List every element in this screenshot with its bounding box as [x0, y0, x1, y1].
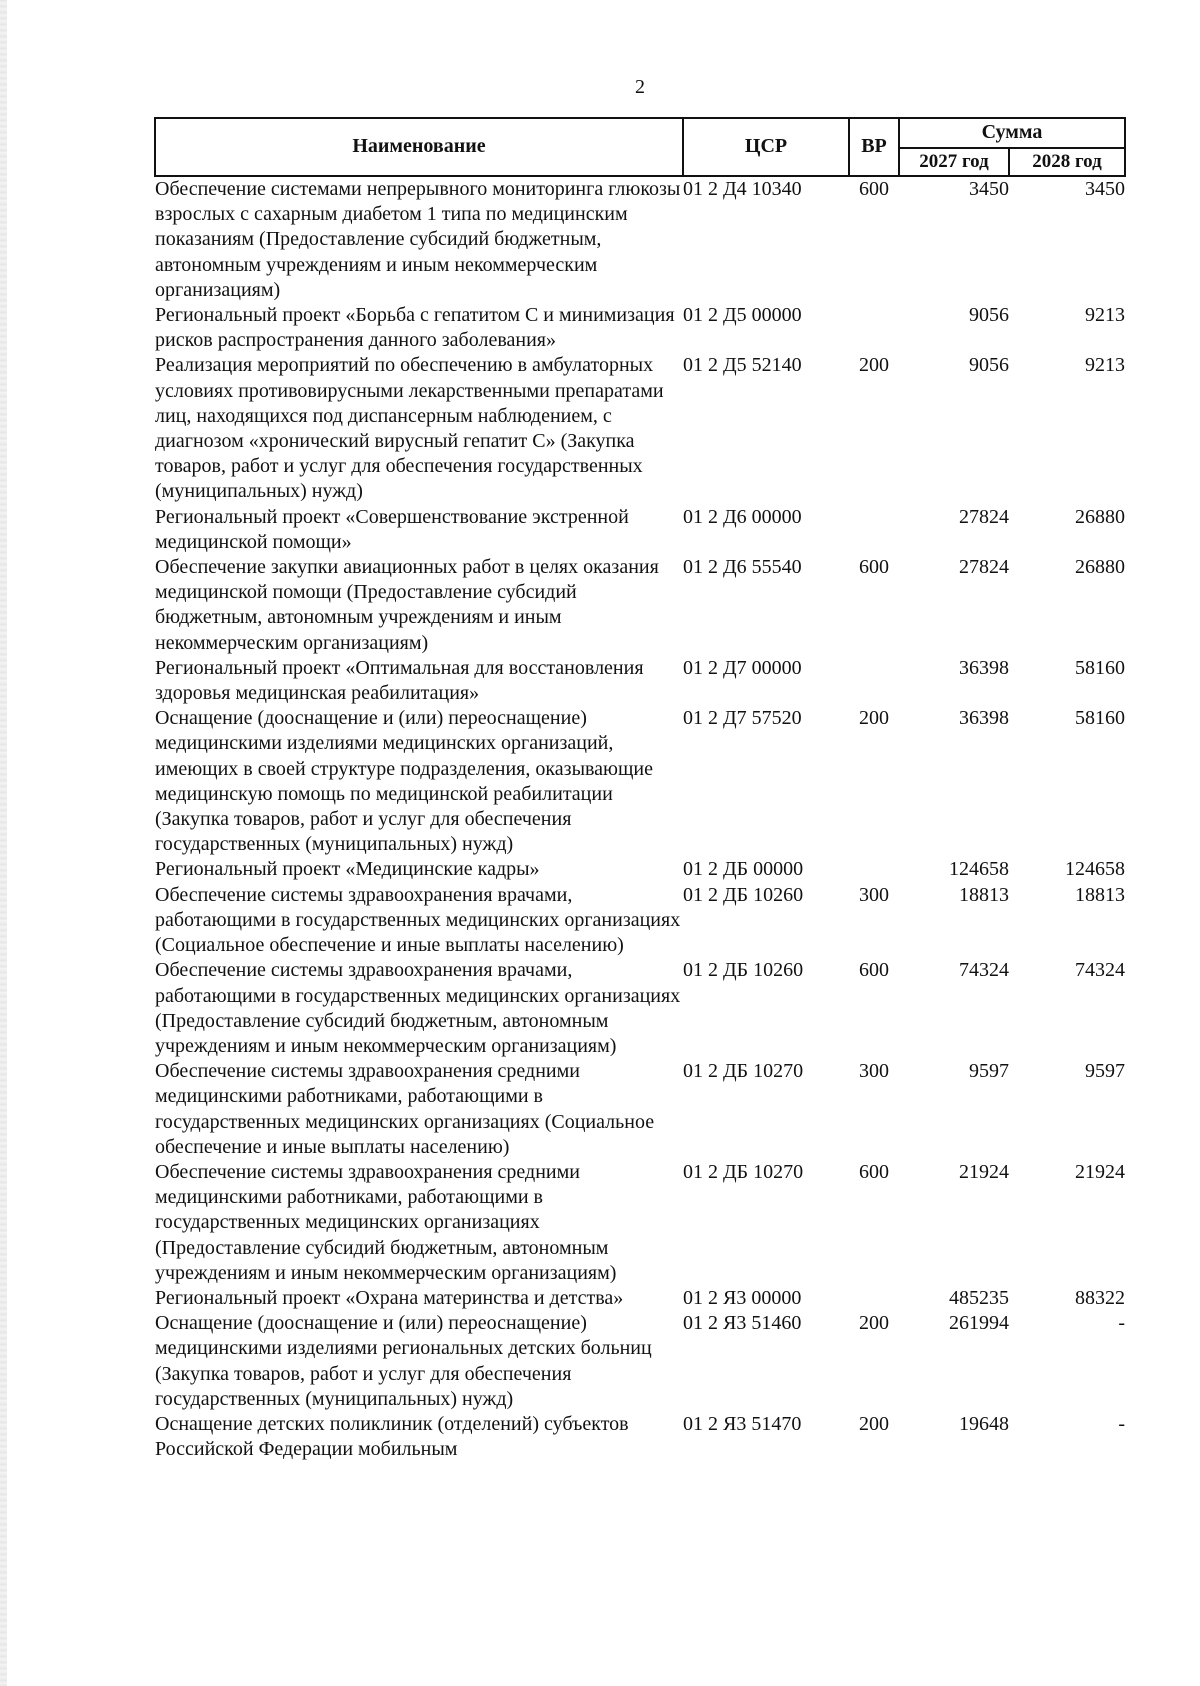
- budget-table: [154, 117, 1126, 1462]
- row-name: Реализация мероприятий по обеспечению в амбулаторных условиях противовирусными лекарственными препаратами лиц, находящихся под диспансерным наблюдением, с диагнозом «хронический вирусный гепатит С» (Закупка товаров, работ и услуг для обеспечения государственных (муниципальных) нужд): [155, 354, 664, 503]
- row-sum-2028: -: [1118, 1312, 1126, 1335]
- row-sum-2027: 21924: [959, 1160, 1009, 1183]
- row-sum-2028: 124658: [1065, 858, 1126, 881]
- row-sum-2027: 9056: [969, 304, 1009, 327]
- row-csr: 01 2 ДБ 10270: [683, 1060, 804, 1083]
- row-vr: 200: [859, 707, 889, 730]
- row-csr: 01 2 Д5 00000: [683, 304, 802, 327]
- header-year-2027: 2027 год: [899, 148, 1009, 176]
- row-vr: 600: [859, 556, 889, 579]
- table-row: [155, 555, 1125, 656]
- row-csr: 01 2 Д6 00000: [683, 505, 802, 528]
- row-sum-2028: 58160: [1075, 656, 1126, 679]
- row-csr: 01 2 ДБ 10260: [683, 959, 804, 982]
- row-csr: 01 2 Д4 10340: [683, 178, 802, 200]
- row-name: Оснащение (дооснащение и (или) переоснащение) медицинскими изделиями региональных детских больниц (Закупка товаров, работ и услуг для обеспечения государственных (муниципальных) нужд): [155, 1312, 652, 1410]
- row-csr: 01 2 ДБ 10260: [683, 883, 804, 906]
- table-row: [155, 656, 1125, 706]
- row-sum-2028: 3450: [1085, 178, 1126, 200]
- row-sum-2028: 18813: [1075, 883, 1126, 906]
- row-sum-2027: 27824: [959, 556, 1009, 579]
- row-sum-2028: 21924: [1075, 1160, 1126, 1183]
- row-csr: 01 2 Я3 00000: [683, 1286, 802, 1309]
- row-sum-2027: 9056: [969, 354, 1009, 377]
- row-name: Региональный проект «Охрана материнства и детства»: [155, 1286, 624, 1309]
- header-sum: Сумма: [899, 118, 1125, 148]
- row-vr: [849, 857, 899, 882]
- row-name: Региональный проект «Совершенствование экстренной медицинской помощи»: [155, 505, 629, 553]
- row-sum-2027: 261994: [949, 1312, 1009, 1335]
- row-sum-2027: 19648: [959, 1412, 1009, 1435]
- row-csr: 01 2 ДБ 10270: [683, 1160, 804, 1183]
- scan-edge: [0, 0, 7, 1686]
- row-csr: 01 2 Я3 51460: [683, 1312, 802, 1335]
- row-sum-2027: 485235: [949, 1286, 1009, 1309]
- row-name: Оснащение (дооснащение и (или) переоснащение) медицинскими изделиями медицинских организаций, имеющих в своей структуре подразделения, оказывающие медицинскую помощь по медицинской реабилитации (Закупка товаров, работ и услуг для обеспечения государственных (муниципальных) нужд): [155, 707, 653, 856]
- row-csr: 01 2 Д7 00000: [683, 656, 802, 679]
- row-name: Региональный проект «Медицинские кадры»: [155, 858, 540, 881]
- row-name: Обеспечение системы здравоохранения средними медицинскими работниками, работающими в государственных медицинских организациях (Социальное обеспечение и иные выплаты населению): [155, 1060, 655, 1158]
- row-csr: 01 2 Д5 52140: [683, 354, 802, 377]
- row-sum-2027: 74324: [959, 959, 1009, 982]
- row-vr: 300: [859, 1060, 889, 1083]
- header-vr: ВР: [849, 118, 899, 176]
- row-sum-2028: 58160: [1075, 707, 1126, 730]
- table-row: [155, 706, 1125, 857]
- table-row: [155, 857, 1125, 882]
- row-name: Оснащение детских поликлиник (отделений) субъектов Российской Федерации мобильным: [155, 1412, 629, 1461]
- header-year-2028: 2028 год: [1009, 148, 1125, 176]
- table-row: [155, 1160, 1125, 1286]
- row-vr: 300: [859, 883, 889, 906]
- row-sum-2027: 9597: [969, 1060, 1009, 1083]
- row-name: Обеспечение системы здравоохранения врачами, работающими в государственных медицинских организациях (Социальное обеспечение и иные выплаты населению): [155, 883, 681, 957]
- row-sum-2027: 27824: [959, 505, 1009, 528]
- row-sum-2027: 36398: [959, 656, 1009, 679]
- table-row: [155, 1059, 1125, 1160]
- page-number: 2: [635, 76, 645, 98]
- row-name: Региональный проект «Борьба с гепатитом С и минимизация рисков распространения данного заболевания»: [155, 304, 675, 352]
- header-name: Наименование: [155, 118, 683, 176]
- row-vr: [849, 656, 899, 706]
- row-sum-2028: 74324: [1075, 959, 1126, 982]
- row-sum-2028: 9213: [1085, 304, 1126, 327]
- row-sum-2028: 9213: [1085, 354, 1126, 377]
- table-row: [155, 958, 1125, 1059]
- row-csr: 01 2 ДБ 00000: [683, 858, 804, 881]
- row-vr: 200: [859, 1412, 889, 1435]
- row-vr: [849, 1286, 899, 1311]
- row-name: Обеспечение системы здравоохранения средними медицинскими работниками, работающими в государственных медицинских организациях (Предоставление субсидий бюджетным, автономным учреждениям и иным некоммерческим организациям): [155, 1160, 617, 1284]
- row-sum-2027: 3450: [969, 178, 1009, 200]
- row-vr: 600: [859, 178, 889, 200]
- table-row: [155, 883, 1125, 959]
- table-row: [155, 1311, 1125, 1412]
- table-row: [155, 353, 1125, 504]
- row-name: Обеспечение системы здравоохранения врачами, работающими в государственных медицинских организациях (Предоставление субсидий бюджетным, автономным учреждениям и иным некоммерческим организациям): [155, 959, 681, 1057]
- row-csr: 01 2 Д7 57520: [683, 707, 802, 730]
- row-vr: 200: [859, 1312, 889, 1335]
- row-name: Обеспечение закупки авиационных работ в целях оказания медицинской помощи (Предоставление субсидий бюджетным, автономным учреждениям и иным некоммерческим организациям): [155, 556, 659, 654]
- row-sum-2028: 26880: [1075, 556, 1126, 579]
- row-name: Региональный проект «Оптимальная для восстановления здоровья медицинская реабилитация»: [155, 656, 644, 705]
- table-row: [155, 505, 1125, 555]
- row-sum-2028: -: [1118, 1412, 1126, 1435]
- table-row: [155, 303, 1125, 353]
- table-row: [155, 1286, 1125, 1311]
- row-vr: 200: [859, 354, 889, 377]
- table-row: [155, 176, 1125, 303]
- row-csr: 01 2 Д6 55540: [683, 556, 802, 579]
- row-sum-2028: 9597: [1085, 1060, 1126, 1083]
- header-csr: ЦСР: [683, 118, 849, 176]
- row-sum-2028: 88322: [1075, 1286, 1126, 1309]
- row-vr: 600: [859, 959, 889, 982]
- row-vr: [849, 505, 899, 555]
- table-body: [155, 176, 1125, 1462]
- table-row: [155, 1412, 1125, 1462]
- row-sum-2027: 36398: [959, 707, 1009, 730]
- budget-sheet: [154, 117, 1124, 1462]
- row-vr: 600: [859, 1160, 889, 1183]
- row-name: Обеспечение системами непрерывного мониторинга глюкозы взрослых с сахарным диабетом 1 типа по медицинским показаниям (Предоставление субсидий бюджетным, автономным учреждениям и иным некоммерческим организациям): [155, 178, 681, 301]
- row-sum-2028: 26880: [1075, 505, 1126, 528]
- row-vr: [849, 303, 899, 353]
- row-sum-2027: 18813: [959, 883, 1009, 906]
- row-csr: 01 2 Я3 51470: [683, 1412, 802, 1435]
- row-sum-2027: 124658: [949, 858, 1009, 881]
- table-header: [155, 118, 1125, 176]
